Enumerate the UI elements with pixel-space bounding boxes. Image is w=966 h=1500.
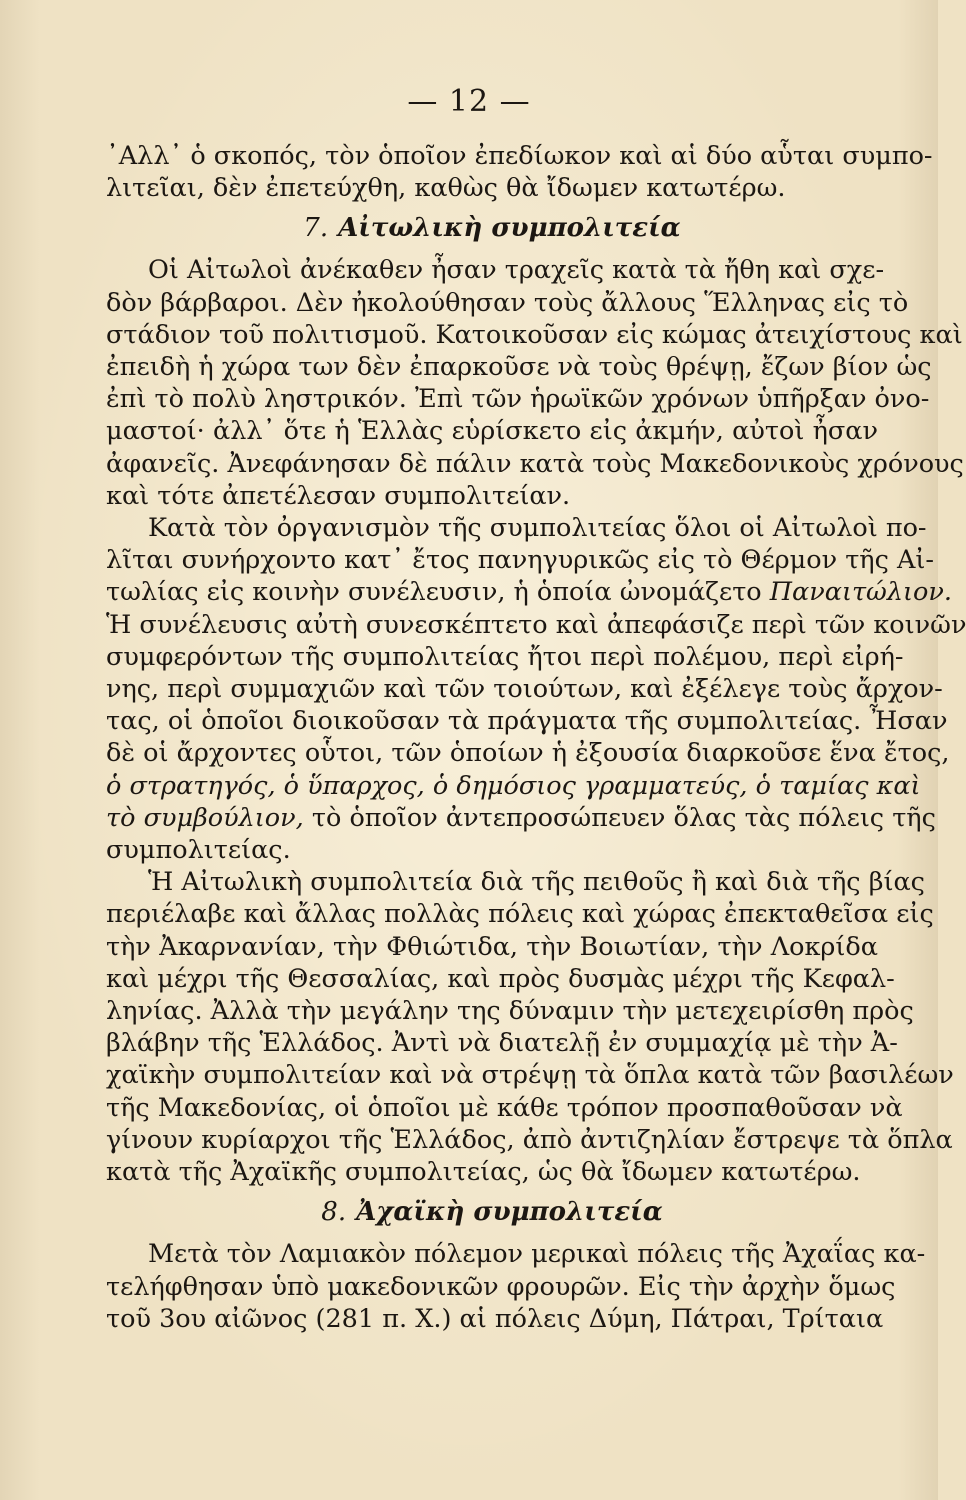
text-line: δὸν βάρβαροι. Δὲν ἠκολούθησαν τοὺς ἄλλους Ἕλληνας εἰς τὸ: [106, 287, 909, 318]
section-number: 8.: [321, 1197, 347, 1228]
text-line: καὶ μέχρι τῆς Θεσσαλίας, καὶ πρὸς δυσμὰς μέχρι τῆς Κεφαλ-: [106, 963, 895, 994]
text-line: δὲ οἱ ἄρχοντες οὗτοι, τῶν ὁποίων ἡ ἐξουσία διαρκοῦσε ἕνα ἔτος,: [106, 738, 950, 769]
text-line: χαϊκὴν συμπολιτείαν καὶ νὰ στρέψῃ τὰ ὅπλα κατὰ τῶν βασιλέων: [106, 1060, 954, 1091]
italic-term: Παναιτώλιον.: [769, 577, 952, 608]
section-number: 7.: [303, 213, 329, 244]
text-line: ληνίας. Ἀλλὰ τὴν μεγάλην της δύναμιν τὴν μετεχειρίσθη πρὸς: [106, 996, 914, 1027]
text-line: Κατὰ τὸν ὀργανισμὸν τῆς συμπολιτείας ὅλοι οἱ Αἰτωλοὶ πο-: [148, 513, 927, 544]
text-line: περιέλαβε καὶ ἄλλας πολλὰς πόλεις καὶ χώρας ἐπεκταθεῖσα εἰς: [106, 899, 934, 930]
text-line: τοῦ 3ου αἰῶνος (281 π. Χ.) αἱ πόλεις Δύμη, Πάτραι, Τρίταια: [106, 1303, 884, 1334]
text-line: στάδιον τοῦ πολιτισμοῦ. Κατοικοῦσαν εἰς κώμας ἀτειχίστους καὶ: [106, 319, 963, 350]
text-line: τας, οἱ ὁποῖοι διοικοῦσαν τὰ πράγματα τῆς συμπολιτείας. Ἦσαν: [106, 706, 948, 737]
text-line: καὶ τότε ἀπετέλεσαν συμπολιτείαν.: [106, 480, 571, 511]
text-line: Ἡ συνέλευσις αὐτὴ συνεσκέπτετο καὶ ἀπεφάσιζε περὶ τῶν κοινῶν: [106, 609, 966, 640]
line-text: τωλίας εἰς κοινὴν συνέλευσιν, ἡ ὁποία ὠνομάζετο: [106, 577, 762, 608]
italic-term: τὸ συμβούλιον,: [106, 802, 304, 833]
text-line: νης, περὶ συμμαχιῶν καὶ τῶν τοιούτων, καὶ ἐξέλεγε τοὺς ἄρχον-: [106, 674, 943, 705]
text-line-officials: ὁ στρατηγός, ὁ ὕπαρχος, ὁ δημόσιος γραμματεύς, ὁ ταμίας καὶ: [106, 770, 921, 801]
text-line: τὴν Ἀκαρνανίαν, τὴν Φθιώτιδα, τὴν Βοιωτίαν, τὴν Λοκρίδα: [106, 931, 878, 962]
text-line: Μετὰ τὸν Λαμιακὸν πόλεμον μερικαὶ πόλεις τῆς Ἀχαΐας κα-: [148, 1239, 926, 1270]
text-line: συμπολιτείας.: [106, 835, 291, 866]
text-line: ἐπὶ τὸ πολὺ ληστρικόν. Ἐπὶ τῶν ἡρωϊκῶν χρόνων ὑπῆρξαν ὀνο-: [106, 384, 930, 415]
text-line: Οἱ Αἰτωλοὶ ἀνέκαθεν ἦσαν τραχεῖς κατὰ τὰ ἤθη καὶ σχε-: [148, 255, 885, 286]
text-line: λιτεῖαι, δὲν ἐπετεύχθη, καθὼς θὰ ἴδωμεν κατωτέρω.: [106, 173, 786, 204]
text-line: κατὰ τῆς Ἀχαϊκῆς συμπολιτείας, ὡς θὰ ἴδωμεν κατωτέρω.: [106, 1157, 861, 1188]
text-line: βλάβην τῆς Ἑλλάδος. Ἀντὶ νὰ διατελῇ ἐν συμμαχίᾳ μὲ τὴν Ἀ-: [106, 1028, 898, 1059]
text-line: γίνουν κυρίαρχοι τῆς Ἑλλάδος, ἀπὸ ἀντιζηλίαν ἔστρεψε τὰ ὅπλα: [106, 1124, 953, 1155]
text-line: μαστοί· ἀλλ᾽ ὅτε ἡ Ἑλλὰς εὑρίσκετο εἰς ἀκμήν, αὐτοὶ ἦσαν: [106, 416, 878, 447]
text-line: ἀφανεῖς. Ἀνεφάνησαν δὲ πάλιν κατὰ τοὺς Μακεδονικοὺς χρόνους: [106, 448, 964, 479]
text-line: Ἡ Αἰτωλικὴ συμπολιτεία διὰ τῆς πειθοῦς ἢ καὶ διὰ τῆς βίας: [148, 867, 925, 898]
section-title: Αἰτωλικὴ συμπολιτεία: [338, 213, 681, 244]
section-heading-7: [106, 212, 878, 244]
text-line: τελήφθησαν ὑπὸ μακεδονικῶν φρουρῶν. Εἰς τὴν ἀρχὴν ὅμως: [106, 1271, 896, 1302]
text-line-council: [106, 802, 936, 834]
text-line: ἐπειδὴ ἡ χώρα των δὲν ἐπαρκοῦσε νὰ τοὺς θρέψῃ, ἔζων βίον ὡς: [106, 352, 932, 383]
text-line: ᾽Αλλ᾽ ὁ σκοπός, τὸν ὁποῖον ἐπεδίωκον καὶ αἱ δύο αὗται συμπο-: [106, 141, 933, 171]
section-heading-8: [106, 1196, 878, 1228]
text-line-place: [106, 576, 952, 608]
page-number: — 12 —: [407, 84, 531, 119]
text-line: συμφερόντων τῆς συμπολιτείας ἤτοι περὶ πολέμου, περὶ εἰρή-: [106, 641, 904, 672]
line-text: τὸ ὁποῖον ἀντεπροσώπευεν ὅλας τὰς πόλεις τῆς: [311, 802, 936, 833]
section-title: Ἀχαϊκὴ συμπολιτεία: [356, 1197, 663, 1228]
page-body: [106, 140, 966, 1335]
text-line: λῖται συνήρχοντο κατ᾽ ἔτος πανηγυρικῶς εἰς τὸ Θέρμον τῆς Αἰ-: [106, 545, 935, 576]
text-line: τῆς Μακεδονίας, οἱ ὁποῖοι μὲ κάθε τρόπον προσπαθοῦσαν νὰ: [106, 1092, 903, 1123]
